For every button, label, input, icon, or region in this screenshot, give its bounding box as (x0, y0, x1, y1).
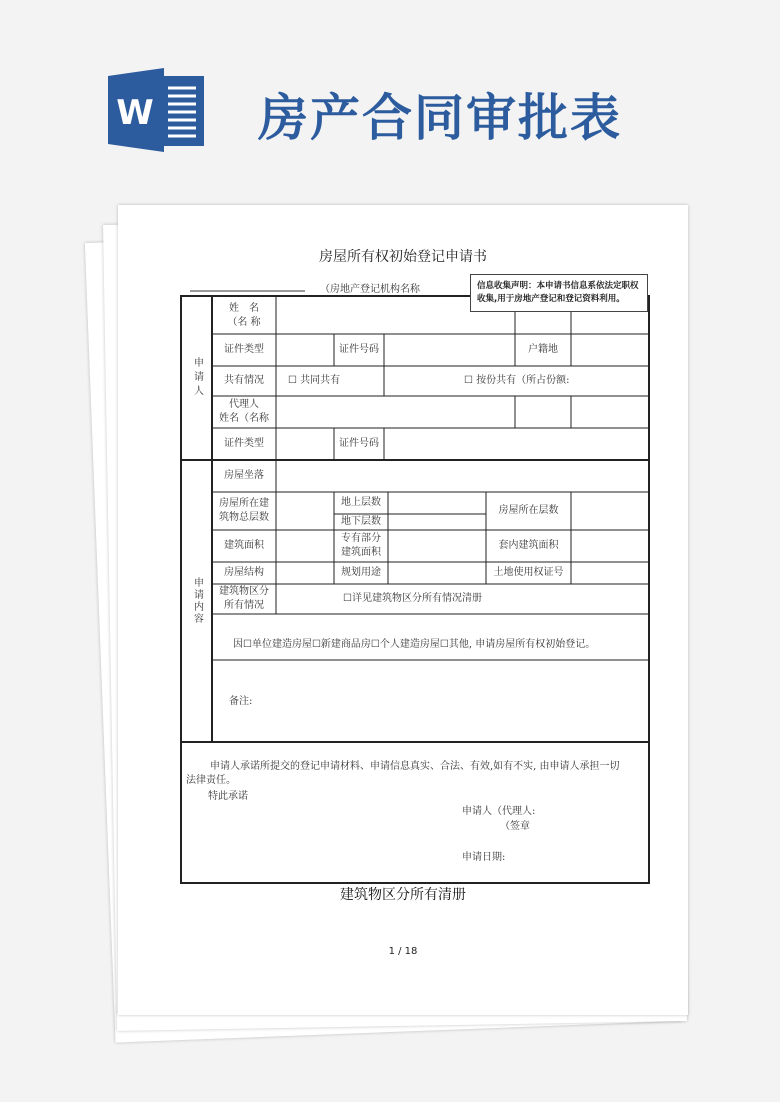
agent-id-type-label: 证件类型 (224, 438, 264, 449)
floor-label: 房屋所在层数 (498, 505, 559, 516)
co-ownership-label: 共有情况 (224, 375, 264, 386)
agent-id-number-label: 证件号码 (339, 438, 379, 449)
pledge-text: 法律责任。 (186, 775, 236, 786)
next-section-title: 建筑物区分所有清册 (340, 887, 466, 903)
id-number-label: 证件号码 (339, 344, 379, 355)
structure-label: 房屋结构 (224, 567, 264, 578)
form-title: 房屋所有权初始登记申请书 (319, 249, 487, 265)
applicant-signature-label: 申请人（代理人: (462, 806, 536, 817)
household-label: 户籍地 (528, 344, 558, 355)
land-cert-label: 土地使用权证号 (493, 567, 564, 578)
applicant-section-label: 申请人 (191, 357, 203, 399)
exclusive-area-label: 专有部分 建筑面积 (341, 533, 381, 558)
above-ground-label: 地上层数 (341, 497, 381, 508)
page-number: 1 / 18 (388, 946, 418, 957)
reason-checkboxes[interactable]: 因☐单位建造房屋☐新建商品房☐个人建造房屋☐其他, 申请房屋所有权初始登记。 (233, 639, 596, 650)
location-label: 房屋坐落 (224, 470, 264, 481)
id-type-label: 证件类型 (224, 344, 264, 355)
application-date-label: 申请日期: (462, 852, 506, 863)
page-title: 房产合同审批表 (258, 88, 622, 147)
remarks-label: 备注: (229, 696, 253, 707)
notice-line: 信息收集声明：本申请书信息系依法定职权 (477, 281, 639, 291)
pledge-text: 特此承诺 (208, 791, 248, 802)
division-checkbox[interactable]: ☐详见建筑物区分所有情况清册 (343, 593, 482, 604)
building-area-label: 建筑面积 (224, 540, 264, 551)
total-floors-label: 房屋所在建 筑物总层数 (219, 498, 269, 523)
notice-line: 收集,用于房地产登记和登记资料利用。 (477, 294, 625, 304)
name-label: 姓 名 （名 称 (227, 303, 261, 328)
pledge-text: 申请人承诺所提交的登记申请材料、申请信息真实、合法、有效,如有不实, 由申请人承担一切 (210, 761, 620, 772)
svg-text:W: W (116, 93, 154, 133)
agency-name-label: （房地产登记机构名称 (320, 284, 420, 295)
agent-name-label: 代理人 姓名（名称 (219, 399, 269, 424)
info-collection-notice (470, 274, 648, 312)
joint-ownership-checkbox[interactable]: ☐ 共同共有 (288, 375, 341, 386)
below-ground-label: 地下层数 (341, 516, 381, 527)
inner-area-label: 套内建筑面积 (498, 540, 559, 551)
division-label: 建筑物区分 所有情况 (219, 586, 269, 611)
planned-use-label: 规划用途 (341, 567, 381, 578)
seal-label: （签章 (500, 821, 530, 832)
share-ownership-checkbox[interactable]: ☐ 按份共有（所占份额: (464, 375, 570, 386)
content-section-label: 申请内容 (191, 577, 203, 625)
